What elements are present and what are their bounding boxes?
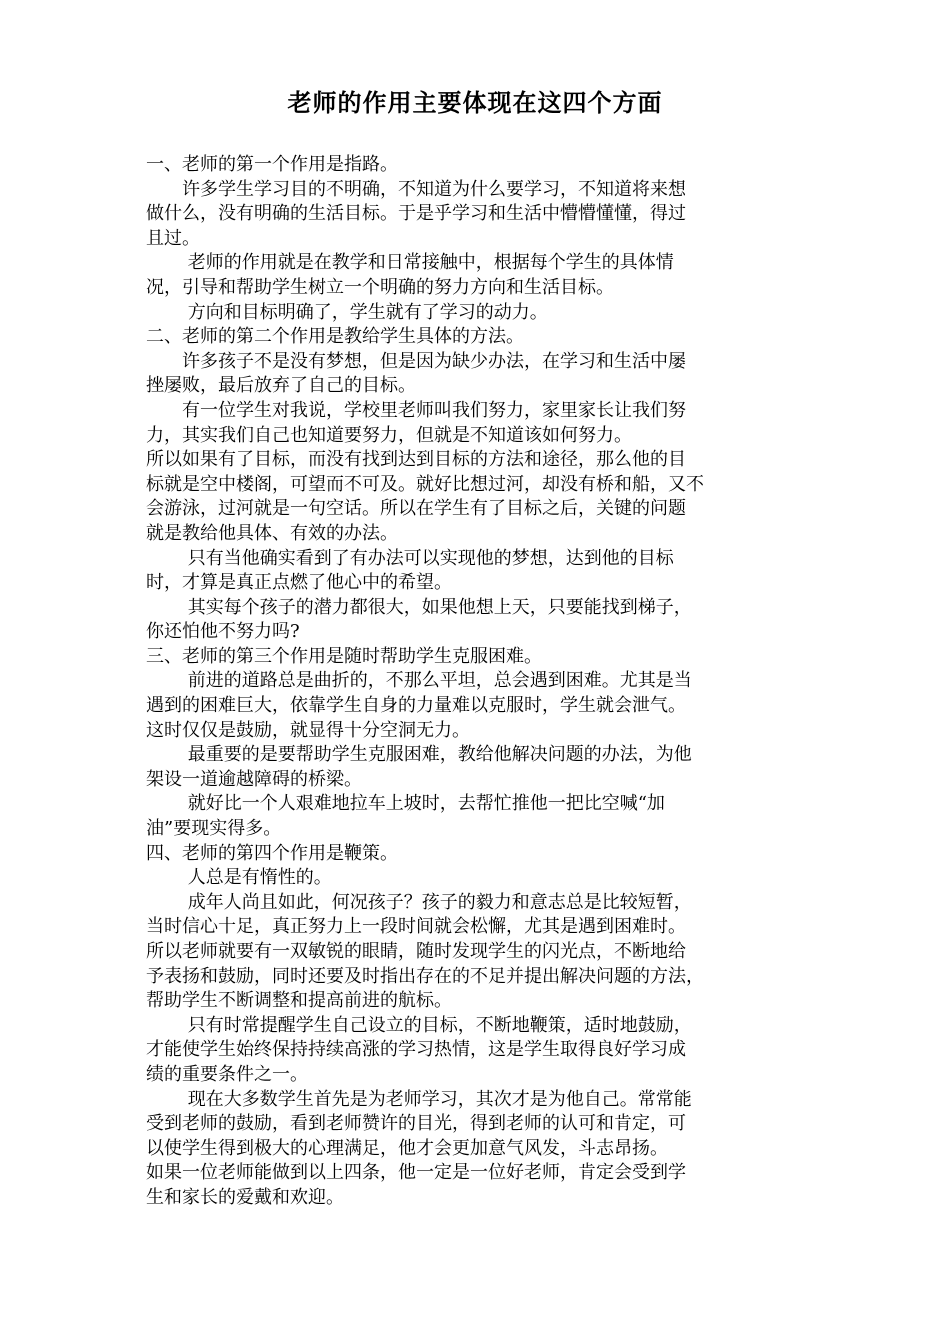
text-line: 以使学生得到极大的心理满足，他才会更加意气风发，斗志昂扬。 [146, 1137, 668, 1159]
text-line: 这时仅仅是鼓励，就显得十分空洞无力。 [146, 719, 470, 741]
text-line: 会游泳，过河就是一句空话。所以在学生有了目标之后，关键的问题 [146, 498, 686, 520]
text-line: 做什么，没有明确的生活目标。于是乎学习和生活中懵懵懂懂，得过 [146, 203, 686, 225]
text-line: 架设一道逾越障碍的桥梁。 [146, 768, 362, 790]
text-line: 绩的重要条件之一。 [146, 1063, 308, 1085]
text-line: 力，其实我们自己也知道要努力，但就是不知道该如何努力。 [146, 424, 632, 446]
text-line: 最重要的是要帮助学生克服困难，教给他解决问题的办法，为他 [146, 744, 692, 766]
text-line: 所以如果有了目标，而没有找到达到目标的方法和途径，那么他的目 [146, 449, 686, 471]
text-line: 一、老师的第一个作用是指路。 [146, 154, 398, 175]
text-line: 许多学生学习目的不明确，不知道为什么要学习，不知道将来想 [146, 178, 686, 200]
text-line: 老师的作用就是在教学和日常接触中，根据每个学生的具体情 [146, 252, 674, 274]
text-line: 予表扬和鼓励，同时还要及时指出存在的不足并提出解决问题的方法， [146, 965, 704, 987]
text-line: 许多孩子不是没有梦想，但是因为缺少办法，在学习和生活中屡 [146, 350, 686, 372]
text-line: 且过。 [146, 227, 200, 249]
text-line: 其实每个孩子的潜力都很大，如果他想上天，只要能找到梯子， [146, 596, 692, 618]
text-line: 标就是空中楼阁，可望而不可及。就好比想过河，却没有桥和船，又不 [146, 473, 704, 495]
text-line: 你还怕他不努力吗? [146, 621, 300, 643]
text-line: 时，才算是真正点燃了他心中的希望。 [146, 572, 452, 594]
text-line: 人总是有惰性的。 [146, 867, 332, 889]
text-line: 二、老师的第二个作用是教给学生具体的方法。 [146, 326, 524, 348]
text-line: 成年人尚且如此，何况孩子？孩子的毅力和意志总是比较短暂， [146, 891, 692, 913]
text-line: 方向和目标明确了，学生就有了学习的动力。 [146, 301, 548, 323]
text-line: 前进的道路总是曲折的，不那么平坦，总会遇到困难。尤其是当 [146, 670, 692, 692]
text-line: 遇到的困难巨大，依靠学生自身的力量难以克服时，学生就会泄气。 [146, 695, 686, 717]
text-line: 有一位学生对我说，学校里老师叫我们努力，家里家长让我们努 [146, 399, 686, 421]
document-title: 老师的作用主要体现在这四个方面 [287, 88, 663, 117]
text-line: 所以老师就要有一双敏锐的眼睛，随时发现学生的闪光点，不断地给 [146, 941, 686, 962]
text-line: 挫屡败，最后放弃了自己的目标。 [146, 375, 416, 397]
text-line: 三、老师的第三个作用是随时帮助学生克服困难。 [146, 645, 542, 667]
text-line: 只有时常提醒学生自己设立的目标，不断地鞭策，适时地鼓励， [146, 1014, 692, 1036]
text-line: 油”要现实得多。 [146, 818, 282, 840]
text-line: 受到老师的鼓励，看到老师赞许的目光，得到老师的认可和肯定，可 [146, 1113, 686, 1135]
text-line: 就是教给他具体、有效的办法。 [146, 522, 398, 544]
text-line: 就好比一个人艰难地拉车上坡时，去帮忙推他一把比空喊“加 [146, 793, 665, 815]
text-line: 才能使学生始终保持持续高涨的学习热情，这是学生取得良好学习成 [146, 1039, 686, 1061]
text-line: 况，引导和帮助学生树立一个明确的努力方向和生活目标。 [146, 276, 614, 298]
text-line: 帮助学生不断调整和提高前进的航标。 [146, 990, 452, 1012]
text-line: 当时信心十足，真正努力上一段时间就会松懈，尤其是遇到困难时。 [146, 916, 686, 938]
document-body [146, 153, 810, 1211]
text-line: 如果一位老师能做到以上四条，他一定是一位好老师，肯定会受到学 [146, 1162, 686, 1184]
text-line: 四、老师的第四个作用是鞭策。 [146, 842, 398, 864]
text-line: 生和家长的爱戴和欢迎。 [146, 1186, 344, 1208]
text-line: 只有当他确实看到了有办法可以实现他的梦想，达到他的目标 [146, 547, 674, 569]
text-line: 现在大多数学生首先是为老师学习，其次才是为他自己。常常能 [146, 1088, 692, 1110]
